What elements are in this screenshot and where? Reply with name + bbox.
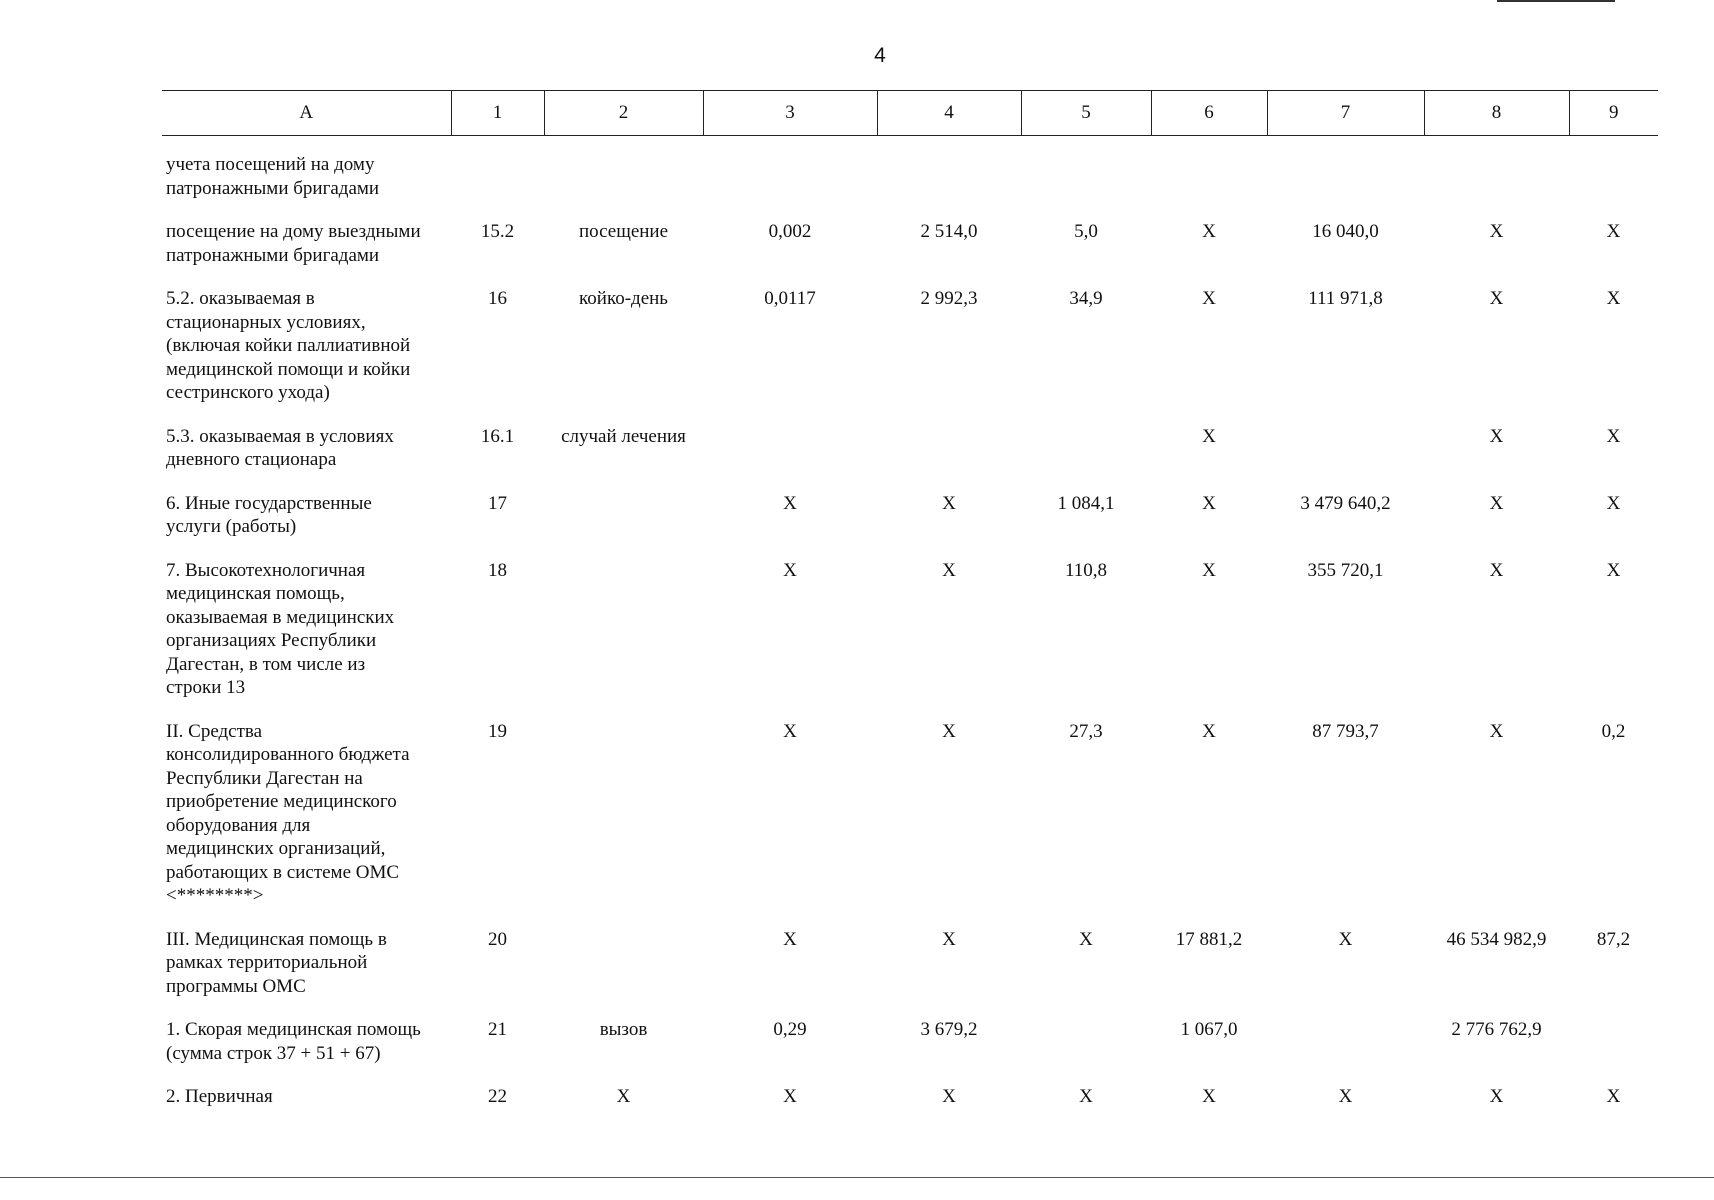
table-cell: 3 679,2	[920, 1019, 978, 1040]
row-description: посещение на дому выездными патронажными бригадами	[166, 221, 421, 266]
table-cell: 20	[488, 928, 507, 950]
table-cell	[1267, 425, 1424, 492]
data-table	[162, 90, 1658, 1129]
column-header: 3	[703, 91, 877, 136]
table-cell: X	[783, 1086, 797, 1107]
row-description: III. Медицинская помощь в рамках территориальной программы ОМС	[166, 928, 387, 997]
column-header: 2	[544, 91, 703, 136]
row-description: 6. Иные государственные услуги (работы)	[166, 492, 372, 537]
table-cell	[703, 425, 877, 492]
table-cell	[877, 425, 1021, 492]
table-cell: X	[616, 1086, 631, 1107]
table-cell: X	[1338, 928, 1353, 950]
table-cell: X	[1202, 492, 1216, 514]
row-description: 5.3. оказываемая в условиях дневного стационара	[166, 425, 394, 470]
table-cell: 18	[488, 559, 507, 581]
page-number: 4	[874, 44, 886, 67]
table-row	[162, 425, 1658, 492]
table-cell: 34,9	[1069, 288, 1103, 309]
table-cell: X	[942, 928, 956, 950]
table-cell: X	[942, 1086, 956, 1107]
table-cell: X	[1489, 288, 1504, 309]
column-header: 4	[877, 91, 1021, 136]
table-cell	[1267, 1018, 1424, 1085]
table-cell: 110,8	[1064, 559, 1108, 581]
table-cell: 17	[488, 492, 507, 514]
table-cell: 0,0117	[764, 288, 816, 309]
table-cell: 16	[488, 288, 507, 309]
table-cell: 27,3	[1069, 720, 1103, 742]
table-cell: X	[1079, 1086, 1093, 1107]
table-cell: X	[1202, 1086, 1216, 1107]
table-cell: 0,29	[773, 1019, 807, 1040]
table-cell: случай лечения	[561, 425, 686, 447]
table-cell: X	[783, 492, 797, 514]
table-cell	[1424, 153, 1569, 220]
table-cell: 5,0	[1074, 221, 1098, 242]
table-cell: 22	[488, 1086, 507, 1107]
table-cell	[451, 153, 544, 220]
table-cell: 19	[488, 720, 507, 742]
table-cell: X	[1202, 221, 1216, 242]
row-description: 5.2. оказываемая в стационарных условиях, (включая койки паллиативной медицинской помощи и койки сестринского ухода)	[166, 288, 411, 403]
table-row	[162, 492, 1658, 559]
table-cell: 2 776 762,9	[1451, 1019, 1542, 1040]
table-cell	[544, 492, 703, 559]
row-description: 7. Высокотехнологичная медицинская помощь, оказываемая в медицинских организациях Республики Дагестан, в том числе из строки 13	[166, 559, 395, 698]
table-cell: X	[1606, 221, 1621, 242]
table-cell: 15.2	[480, 221, 515, 242]
table-cell: 3 479 640,2	[1300, 492, 1391, 514]
table-cell: 16 040,0	[1312, 221, 1379, 242]
row-description: 1. Скорая медицинская помощь (сумма строк 37 + 51 + 67)	[166, 1019, 421, 1064]
table-cell: посещение	[578, 221, 669, 242]
table-cell: 1 084,1	[1057, 492, 1115, 514]
row-description: II. Средства консолидированного бюджета Республики Дагестан на приобретение медицинского оборудования для медицинских организаций, работающих в системе ОМС <********>	[166, 720, 410, 906]
column-header: 9	[1569, 91, 1658, 136]
table-cell: X	[1606, 559, 1621, 581]
table-cell: 46 534 982,9	[1446, 928, 1547, 950]
table-cell: X	[1489, 492, 1504, 514]
row-description: учета посещений на дому патронажными бригадами	[166, 154, 380, 199]
table-spacer	[162, 136, 1658, 154]
table-row	[162, 559, 1658, 720]
table-cell: X	[1606, 425, 1621, 447]
table-cell: X	[1202, 288, 1216, 309]
table-cell	[1021, 153, 1151, 220]
column-header: 7	[1267, 91, 1424, 136]
table-cell	[544, 559, 703, 720]
table-cell: X	[1202, 559, 1216, 581]
table-cell	[544, 153, 703, 220]
table-cell	[1569, 153, 1658, 220]
table-row	[162, 220, 1658, 287]
table-cell	[1021, 425, 1151, 492]
table-cell: 16.1	[480, 425, 515, 447]
table-cell: 0,002	[768, 221, 812, 242]
table-cell: X	[942, 559, 956, 581]
table-cell: X	[1202, 425, 1216, 447]
table-cell: 21	[488, 1019, 507, 1040]
row-description: 2. Первичная	[166, 1086, 273, 1107]
table-cell: X	[1489, 1086, 1504, 1107]
table-cell	[1267, 153, 1424, 220]
table-row	[162, 720, 1658, 928]
table-cell: X	[1489, 559, 1504, 581]
table-cell: X	[1489, 720, 1504, 742]
column-header: А	[162, 91, 451, 136]
table-cell: X	[1606, 1086, 1621, 1107]
table-cell: 355 720,1	[1307, 559, 1384, 581]
table-cell: X	[1489, 425, 1504, 447]
table-row	[162, 1018, 1658, 1085]
table-cell	[1569, 1018, 1658, 1085]
table-cell	[544, 720, 703, 928]
table-cell: 0,2	[1601, 720, 1626, 742]
table-cell: X	[1079, 928, 1093, 950]
table-cell: 87,2	[1596, 928, 1631, 950]
table-row	[162, 1085, 1658, 1129]
table-cell	[544, 928, 703, 1019]
column-header: 5	[1021, 91, 1151, 136]
table-cell: койко-день	[579, 288, 668, 309]
column-header: 8	[1424, 91, 1569, 136]
table-cell: X	[942, 492, 956, 514]
table-cell	[1021, 1018, 1151, 1085]
table-cell: X	[1606, 492, 1621, 514]
column-header: 1	[451, 91, 544, 136]
table-row	[162, 287, 1658, 425]
table-cell: X	[1338, 1086, 1353, 1107]
table-cell: X	[1489, 221, 1504, 242]
header-row	[162, 91, 1658, 136]
bottom-edge-rule	[0, 1177, 1714, 1178]
table-cell: вызов	[599, 1019, 648, 1040]
table-cell: X	[783, 928, 797, 950]
table-cell: X	[1606, 288, 1621, 309]
top-edge-rule	[1497, 0, 1615, 2]
table-cell: 2 992,3	[920, 288, 978, 309]
table-body	[162, 136, 1658, 1129]
table-row	[162, 153, 1658, 220]
table-cell: X	[783, 559, 797, 581]
table-cell: X	[783, 720, 797, 742]
table-cell: 2 514,0	[920, 221, 978, 242]
table-cell: X	[1202, 720, 1216, 742]
table-cell: 87 793,7	[1312, 720, 1379, 742]
table-cell: 1 067,0	[1180, 1019, 1238, 1040]
table-cell	[703, 153, 877, 220]
table-cell	[877, 153, 1021, 220]
table-cell: 17 881,2	[1175, 928, 1243, 950]
table-row	[162, 928, 1658, 1019]
column-header: 6	[1151, 91, 1267, 136]
table-cell: 111 971,8	[1308, 288, 1383, 309]
table-cell: X	[942, 720, 956, 742]
table-cell	[1151, 153, 1267, 220]
